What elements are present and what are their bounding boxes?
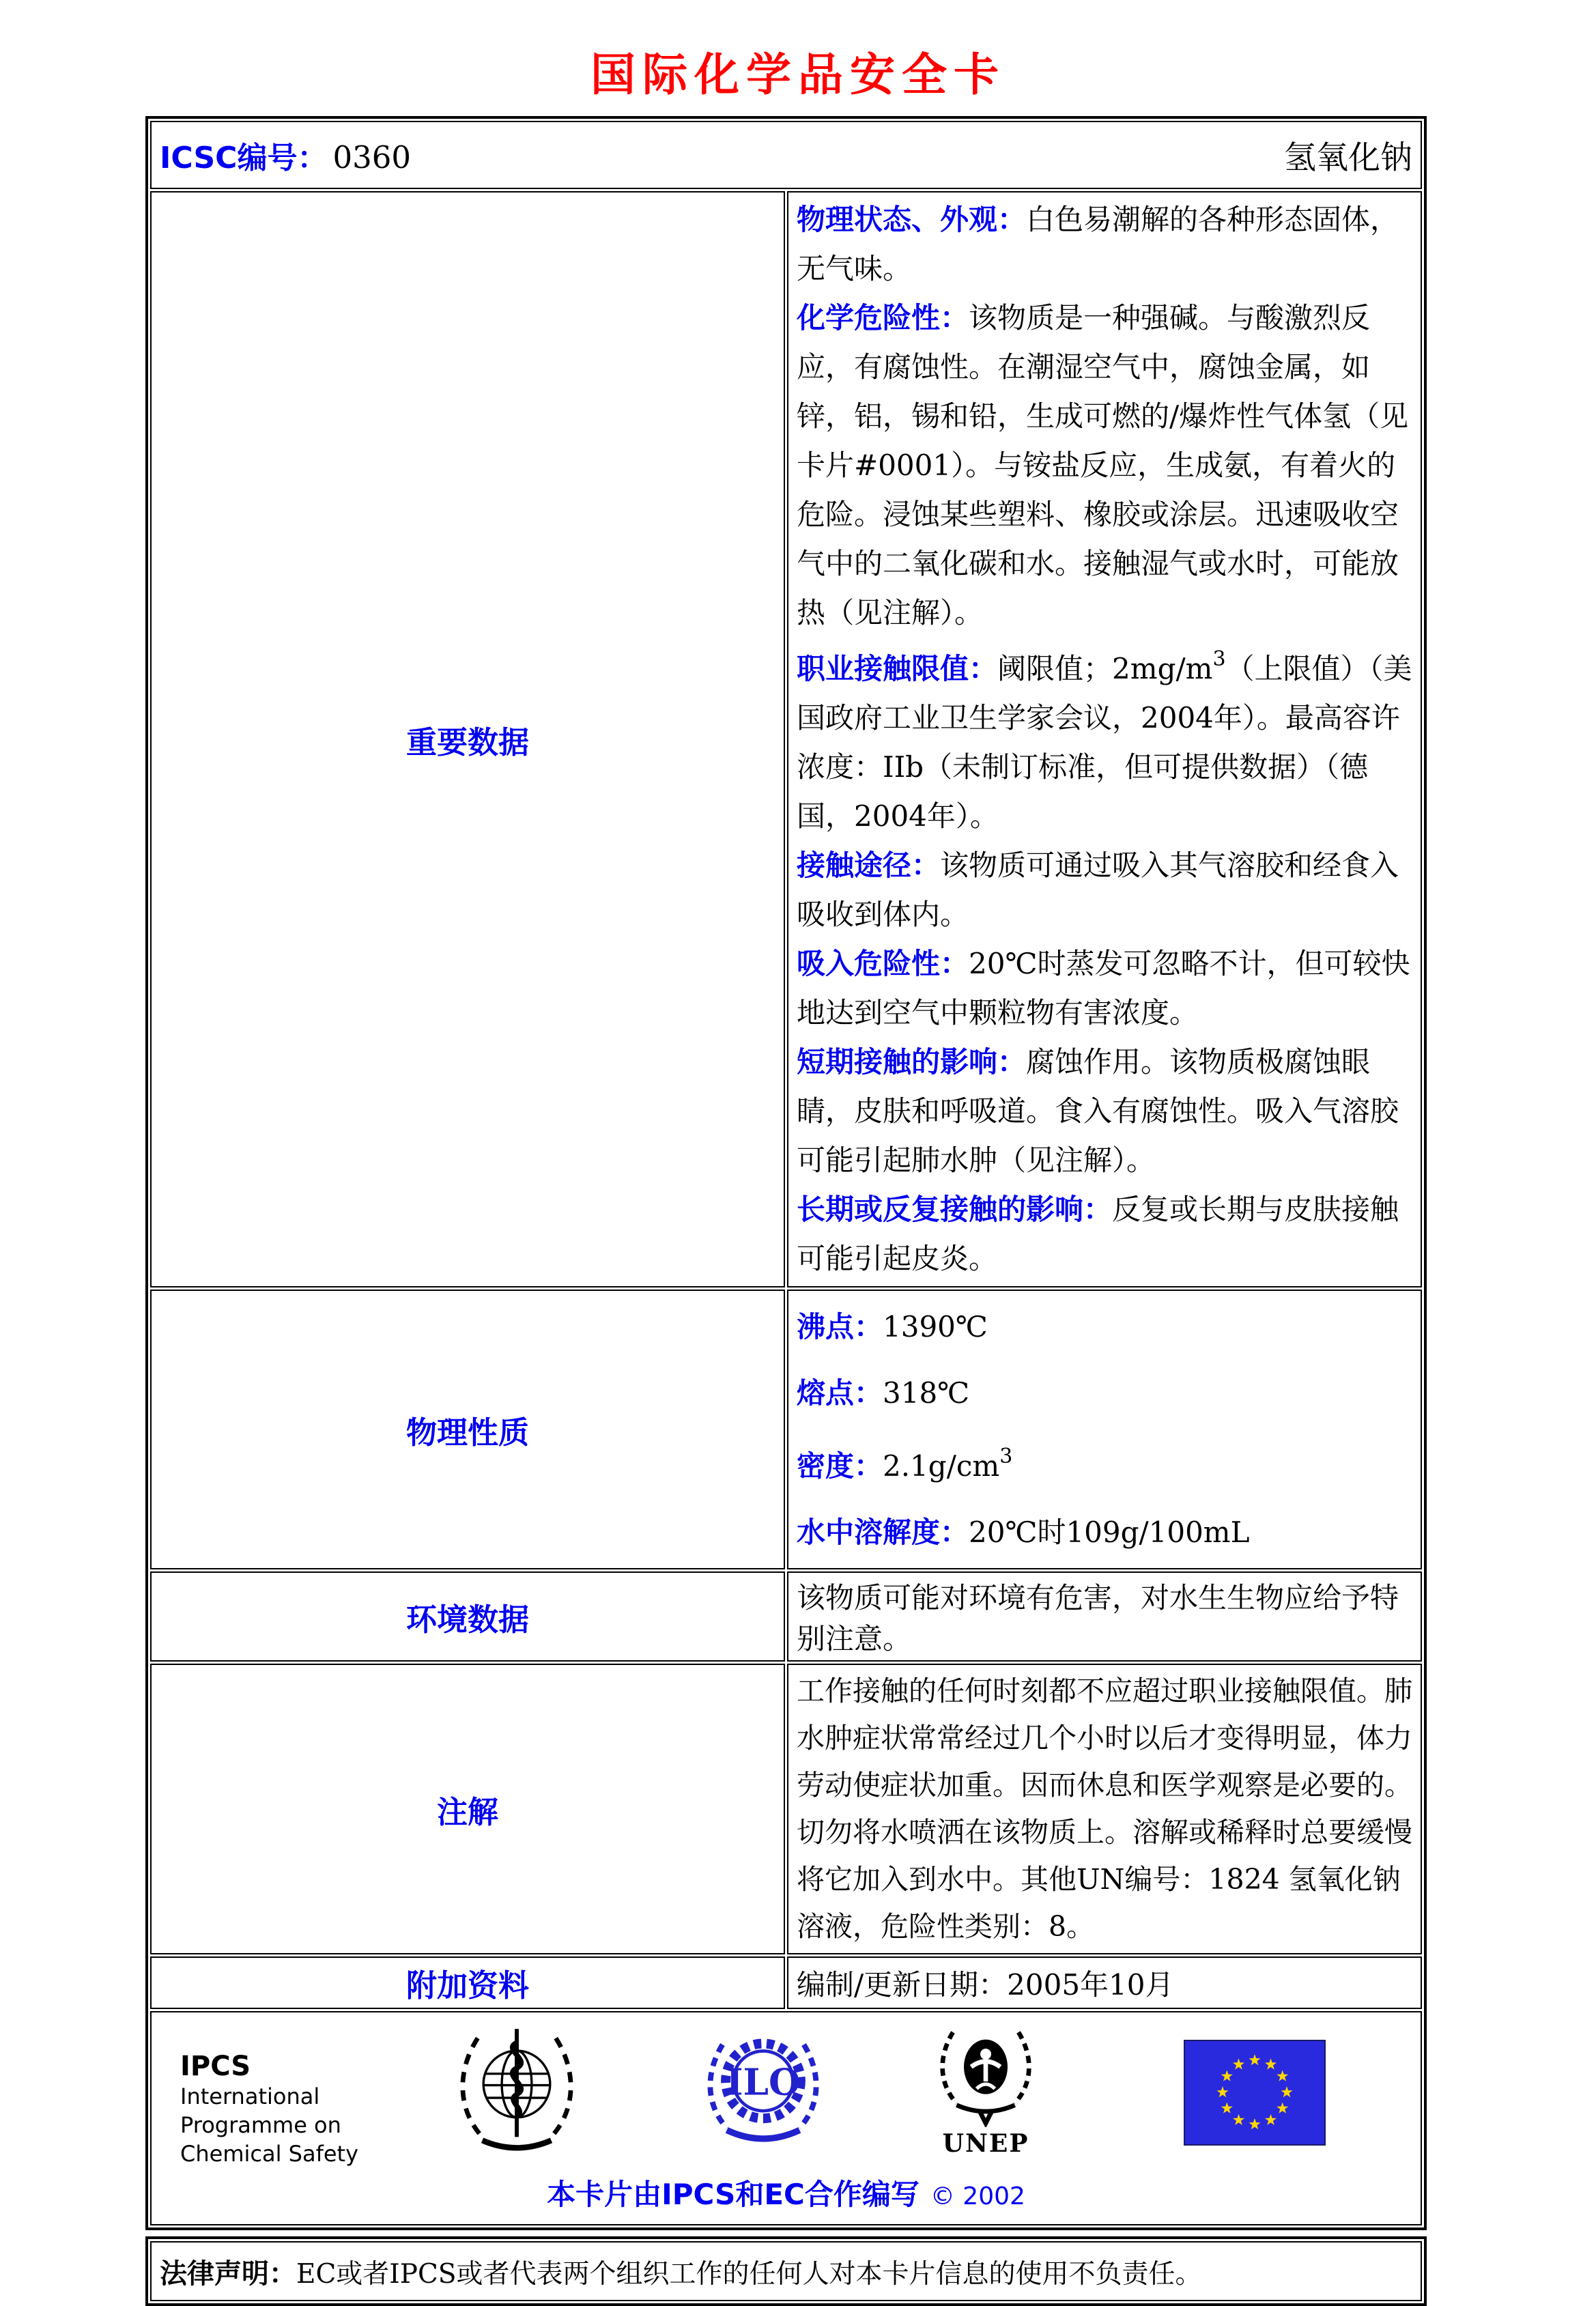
icsc-card [145, 116, 1427, 2306]
paragraph-occupational-limits [797, 638, 1412, 841]
field-text: （上限值）（美国政府工业卫生学家会议，2004年）。最高容许浓度：IIb（未制订标准，但可提供数据）（德国，2004年）。 [797, 652, 1412, 833]
notes-content [787, 1664, 1422, 1954]
property-boiling-point [797, 1294, 1412, 1360]
field-label: 化学危险性： [797, 301, 969, 334]
notes-text: 工作接触的任何时刻都不应超过职业接触限值。肺水肿症状常常经过几个小时以后才变得明显，体力劳动使症状加重。因而休息和医学观察是必要的。切勿将水喷洒在该物质上。溶解或稀释时总要缓慢将它加入到水中。其他UN编号：1824 氢氧化钠溶液，危险性类别：8。 [797, 1675, 1412, 1943]
legal-notice-text: EC或者IPCS或者代表两个组织工作的任何人对本卡片信息的使用不负责任。 [296, 2258, 1202, 2290]
paragraph-chemical-hazard [797, 294, 1412, 638]
ipcs-line: Chemical Safety [180, 2141, 358, 2167]
field-value: 2.1g/cm [883, 1449, 1000, 1483]
section-label-physical-properties: 物理性质 [150, 1290, 785, 1569]
field-text: 该物质可通过吸入其气溶胶和经食入吸收到体内。 [797, 849, 1399, 931]
ipcs-line: Programme on [180, 2112, 341, 2138]
field-label: 沸点： [797, 1310, 883, 1343]
row-header [150, 121, 1422, 189]
field-label: 物理状态、外观： [797, 203, 1027, 236]
cooperation-caption [160, 2172, 1412, 2213]
ipcs-line: International [180, 2083, 320, 2109]
paragraph-inhalation-risk [797, 939, 1412, 1038]
superscript: 3 [999, 1444, 1013, 1468]
section-label-additional-info: 附加资料 [150, 1956, 785, 2009]
caption-text: 本卡片由IPCS和EC合作编写 [547, 2178, 920, 2211]
header-cell [150, 121, 1422, 189]
field-label: 密度： [797, 1449, 883, 1483]
environmental-data-content: 该物质可能对环境有危害，对水生生物应给予特别注意。 [787, 1571, 1422, 1662]
copyright-text: © 2002 [930, 2182, 1025, 2210]
unep-emblem-icon [931, 2025, 1040, 2127]
field-value: 318℃ [883, 1376, 970, 1410]
logos-strip [160, 2015, 1412, 2171]
section-label-important-data: 重要数据 [150, 191, 785, 1287]
paragraph-long-term-effects [797, 1185, 1412, 1283]
superscript: 3 [1212, 647, 1226, 671]
section-label-notes: 注解 [150, 1664, 785, 1954]
ilo-letters: ILO [726, 2060, 801, 2104]
property-density [797, 1426, 1412, 1499]
field-text: 该物质是一种强碱。与酸激烈反应，有腐蚀性。在潮湿空气中，腐蚀金属，如锌，铝，锡和铅，生成可燃的/爆炸性气体氢（见卡片#0001）。与铵盐反应，生成氨，有着火的危险。浸蚀某些塑料、橡胶或涂层。迅速吸收空气中的二氧化碳和水。接触湿气或水时，可能放热（见注解）。 [797, 301, 1409, 629]
paragraph-exposure-routes [797, 841, 1412, 939]
unep-logo [931, 2025, 1040, 2157]
field-label: 水中溶解度： [797, 1515, 969, 1549]
ilo-emblem-icon [699, 2027, 827, 2156]
property-water-solubility [797, 1499, 1412, 1565]
section-label-environmental-data: 环境数据 [150, 1571, 785, 1662]
ipcs-logo [180, 2051, 358, 2168]
chemical-name: 氢氧化钠 [1284, 139, 1412, 177]
important-data-content [787, 191, 1422, 1287]
field-text: 20℃时蒸发可忽略不计，但可较快地达到空气中颗粒物有害浓度。 [797, 947, 1410, 1029]
eu-flag-icon [1184, 2040, 1326, 2146]
field-label: 短期接触的影响： [797, 1045, 1027, 1079]
legal-notice-table [145, 2236, 1427, 2306]
row-important-data [150, 191, 1422, 1287]
field-label: 接触途径： [797, 849, 941, 882]
row-additional-info [150, 1956, 1422, 2009]
row-logos [150, 2011, 1422, 2225]
page-title: 国际化学品安全卡 [590, 48, 1006, 101]
field-label: 吸入危险性： [797, 947, 969, 980]
unep-wordmark: UNEP [942, 2129, 1029, 2158]
paragraph-physical-state [797, 195, 1412, 294]
field-text: 白色易潮解的各种形态固体，无气味。 [797, 203, 1399, 285]
ipcs-title: IPCS [180, 2051, 251, 2082]
field-value: 1390℃ [883, 1310, 988, 1343]
who-emblem-icon [446, 2022, 587, 2160]
icsc-number-group [160, 133, 411, 177]
field-text: 反复或长期与皮肤接触可能引起皮炎。 [797, 1193, 1399, 1275]
field-label: 长期或反复接触的影响： [797, 1193, 1113, 1226]
row-physical-properties [150, 1290, 1422, 1569]
additional-info-content: 编制/更新日期：2005年10月 [787, 1956, 1422, 2009]
field-text: 阈限值；2mg/m [997, 652, 1213, 685]
physical-properties-content [787, 1290, 1422, 1569]
legal-notice-cell [150, 2241, 1422, 2301]
row-notes [150, 1664, 1422, 1954]
legal-notice-label: 法律声明： [160, 2258, 296, 2290]
field-value: 20℃时109g/100mL [969, 1515, 1250, 1549]
icsc-table [145, 116, 1427, 2230]
logos-cell [150, 2011, 1422, 2225]
row-legal-notice [150, 2241, 1422, 2301]
field-text: 腐蚀作用。该物质极腐蚀眼睛，皮肤和呼吸道。食入有腐蚀性。吸入气溶胶可能引起肺水肿（见注解）。 [797, 1045, 1399, 1177]
paragraph-short-term-effects [797, 1038, 1412, 1185]
field-label: 职业接触限值： [797, 652, 998, 685]
icsc-number-value: 0360 [332, 139, 411, 175]
icsc-number-label: ICSC编号： [160, 141, 328, 175]
property-melting-point [797, 1360, 1412, 1426]
field-label: 熔点： [797, 1376, 883, 1410]
row-environmental-data [150, 1571, 1422, 1662]
